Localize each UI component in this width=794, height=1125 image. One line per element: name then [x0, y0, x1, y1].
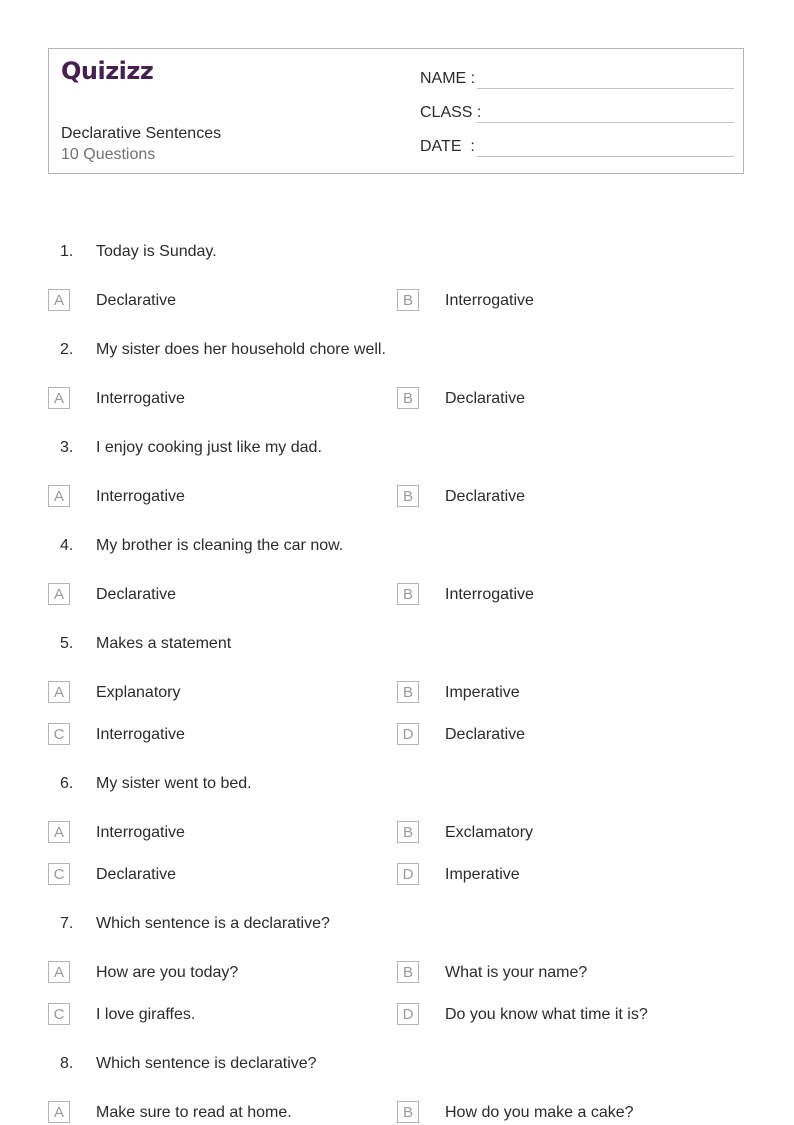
option-letter-box: A: [48, 289, 70, 311]
option-a[interactable]: [48, 387, 378, 411]
option-text: I love giraffes.: [96, 1006, 196, 1023]
question-3: [0, 436, 794, 460]
question-number: 6.: [60, 775, 74, 792]
question-number: 7.: [60, 915, 74, 932]
class-line[interactable]: [477, 122, 734, 123]
option-d[interactable]: [397, 863, 727, 887]
option-c[interactable]: [48, 863, 378, 887]
option-letter-box: B: [397, 485, 419, 507]
option-text: How are you today?: [96, 964, 239, 981]
option-letter-box: B: [397, 387, 419, 409]
name-line[interactable]: [477, 88, 734, 89]
option-a[interactable]: [48, 681, 378, 705]
option-letter-box: A: [48, 681, 70, 703]
option-letter-box: B: [397, 583, 419, 605]
option-text: Interrogative: [445, 292, 534, 309]
option-text: Interrogative: [96, 824, 185, 841]
option-text: Imperative: [445, 684, 520, 701]
question-text: Today is Sunday.: [96, 243, 217, 260]
option-b[interactable]: [397, 681, 727, 705]
name-field[interactable]: [420, 66, 734, 90]
question-4: [0, 534, 794, 558]
question-number: 8.: [60, 1055, 74, 1072]
option-a[interactable]: [48, 485, 378, 509]
option-letter-box: B: [397, 1101, 419, 1123]
option-c[interactable]: [48, 1003, 378, 1027]
question-count: 10 Questions: [61, 146, 156, 163]
option-text: How do you make a cake?: [445, 1104, 634, 1121]
option-letter-box: A: [48, 1101, 70, 1123]
option-letter-box: B: [397, 681, 419, 703]
option-letter-box: A: [48, 961, 70, 983]
option-b[interactable]: [397, 485, 727, 509]
date-line[interactable]: [477, 156, 734, 157]
question-5: [0, 632, 794, 656]
question-2: [0, 338, 794, 362]
option-letter-box: A: [48, 387, 70, 409]
option-text: Declarative: [96, 586, 177, 603]
option-text: Make sure to read at home.: [96, 1104, 292, 1121]
option-a[interactable]: [48, 583, 378, 607]
option-letter-box: B: [397, 961, 419, 983]
option-letter-box: C: [48, 723, 70, 745]
option-letter-box: A: [48, 821, 70, 843]
question-number: 2.: [60, 341, 74, 358]
option-text: Declarative: [445, 488, 526, 505]
question-number: 4.: [60, 537, 74, 554]
option-text: Do you know what time it is?: [445, 1006, 648, 1023]
question-text: I enjoy cooking just like my dad.: [96, 439, 322, 456]
option-a[interactable]: [48, 1101, 378, 1125]
option-d[interactable]: [397, 723, 727, 747]
option-b[interactable]: [397, 1101, 727, 1125]
option-a[interactable]: [48, 821, 378, 845]
option-letter-box: A: [48, 485, 70, 507]
option-text: Interrogative: [96, 488, 185, 505]
option-letter-box: D: [397, 1003, 419, 1025]
option-text: Interrogative: [96, 390, 185, 407]
option-text: Imperative: [445, 866, 520, 883]
option-c[interactable]: [48, 723, 378, 747]
name-label: NAME :: [420, 70, 476, 87]
option-text: Interrogative: [96, 726, 185, 743]
class-field[interactable]: [420, 100, 734, 124]
option-letter-box: C: [48, 863, 70, 885]
date-label: DATE :: [420, 138, 475, 155]
option-text: Exclamatory: [445, 824, 534, 841]
worksheet-title: Declarative Sentences: [61, 125, 222, 142]
option-text: What is your name?: [445, 964, 588, 981]
option-text: Declarative: [445, 390, 526, 407]
option-letter-box: B: [397, 821, 419, 843]
question-text: Makes a statement: [96, 635, 232, 652]
quizizz-logo: Quizizz: [61, 57, 154, 85]
option-a[interactable]: [48, 289, 378, 313]
date-field[interactable]: [420, 134, 734, 158]
option-text: Declarative: [96, 292, 177, 309]
option-b[interactable]: [397, 821, 727, 845]
option-d[interactable]: [397, 1003, 727, 1027]
option-b[interactable]: [397, 583, 727, 607]
worksheet-header: [48, 48, 744, 174]
option-text: Interrogative: [445, 586, 534, 603]
option-letter-box: D: [397, 723, 419, 745]
question-6: [0, 772, 794, 796]
question-text: My sister went to bed.: [96, 775, 252, 792]
option-letter-box: C: [48, 1003, 70, 1025]
question-text: Which sentence is declarative?: [96, 1055, 317, 1072]
question-text: My sister does her household chore well.: [96, 341, 386, 358]
question-8: [0, 1052, 794, 1076]
option-letter-box: D: [397, 863, 419, 885]
option-letter-box: A: [48, 583, 70, 605]
question-7: [0, 912, 794, 936]
question-1: [0, 240, 794, 264]
option-b[interactable]: [397, 289, 727, 313]
option-a[interactable]: [48, 961, 378, 985]
option-b[interactable]: [397, 387, 727, 411]
option-text: Explanatory: [96, 684, 181, 701]
option-letter-box: B: [397, 289, 419, 311]
question-text: Which sentence is a declarative?: [96, 915, 330, 932]
question-number: 5.: [60, 635, 74, 652]
class-label: CLASS :: [420, 104, 482, 121]
question-number: 3.: [60, 439, 74, 456]
option-text: Declarative: [445, 726, 526, 743]
question-number: 1.: [60, 243, 74, 260]
option-b[interactable]: [397, 961, 727, 985]
option-text: Declarative: [96, 866, 177, 883]
question-text: My brother is cleaning the car now.: [96, 537, 344, 554]
